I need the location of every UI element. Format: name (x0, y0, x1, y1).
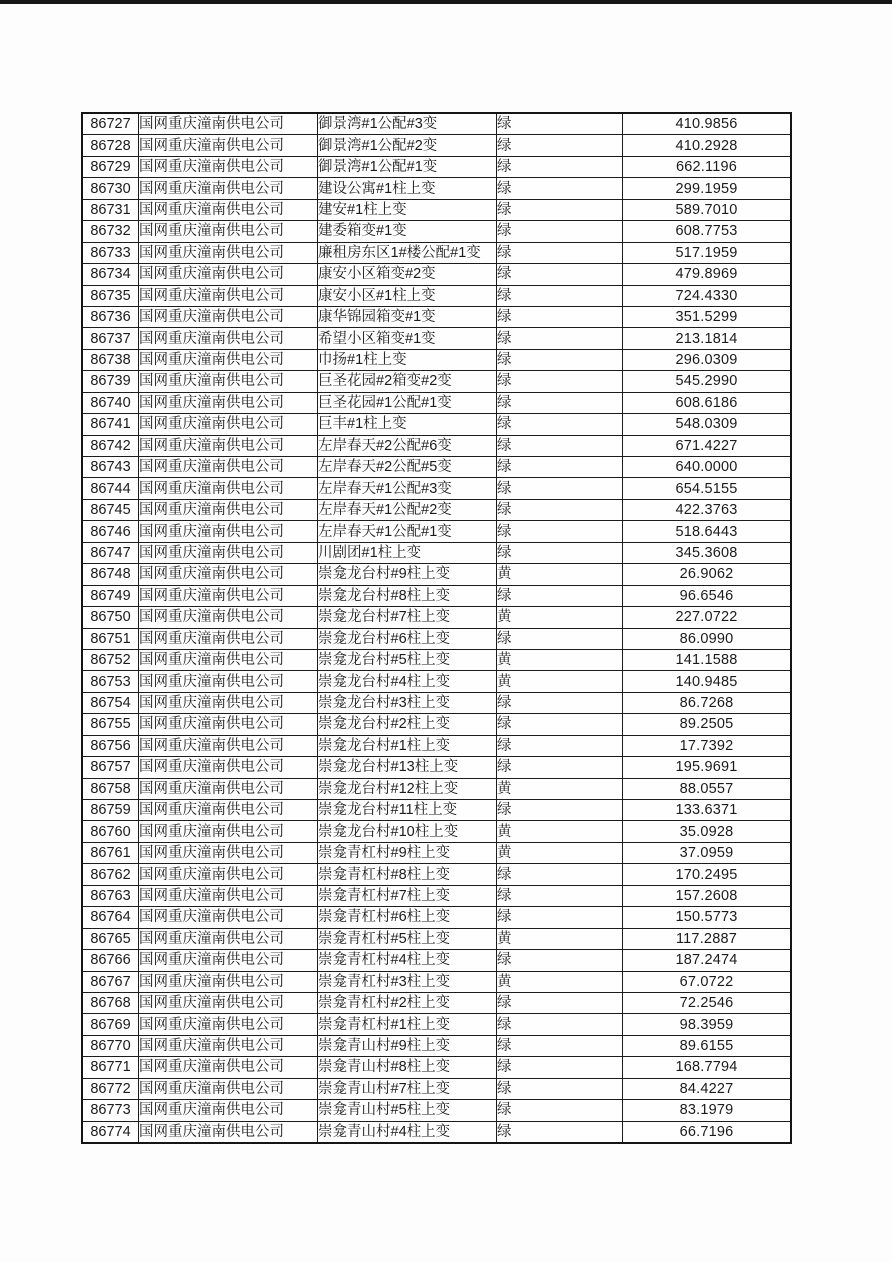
cell-status: 黄 (497, 971, 623, 992)
table-row (82, 714, 791, 735)
table-row (82, 671, 791, 692)
cell-value: 479.8969 (623, 264, 792, 285)
cell-company: 国网重庆潼南供电公司 (139, 264, 318, 285)
cell-status: 绿 (497, 156, 623, 177)
cell-id: 86770 (82, 1035, 139, 1056)
cell-station: 崇龛龙台村#7柱上变 (318, 607, 497, 628)
cell-id: 86747 (82, 542, 139, 563)
cell-company: 国网重庆潼南供电公司 (139, 221, 318, 242)
cell-status: 黄 (497, 649, 623, 670)
cell-id: 86733 (82, 242, 139, 263)
cell-station: 康华锦园箱变#1变 (318, 306, 497, 327)
cell-status: 绿 (497, 178, 623, 199)
table-row (82, 478, 791, 499)
cell-id: 86756 (82, 735, 139, 756)
cell-company: 国网重庆潼南供电公司 (139, 499, 318, 520)
cell-id: 86741 (82, 414, 139, 435)
cell-company: 国网重庆潼南供电公司 (139, 607, 318, 628)
cell-company: 国网重庆潼南供电公司 (139, 907, 318, 928)
table-row (82, 778, 791, 799)
table-row (82, 521, 791, 542)
cell-value: 26.9062 (623, 564, 792, 585)
cell-company: 国网重庆潼南供电公司 (139, 457, 318, 478)
table-row (82, 371, 791, 392)
cell-company: 国网重庆潼南供电公司 (139, 521, 318, 542)
cell-station: 御景湾#1公配#1变 (318, 156, 497, 177)
cell-station: 崇龛青杠村#4柱上变 (318, 950, 497, 971)
cell-status: 绿 (497, 414, 623, 435)
cell-id: 86743 (82, 457, 139, 478)
cell-status: 绿 (497, 328, 623, 349)
cell-company: 国网重庆潼南供电公司 (139, 564, 318, 585)
cell-value: 296.0309 (623, 349, 792, 370)
cell-station: 崇龛青山村#5柱上变 (318, 1100, 497, 1121)
cell-status: 黄 (497, 778, 623, 799)
cell-company: 国网重庆潼南供电公司 (139, 328, 318, 349)
cell-value: 548.0309 (623, 414, 792, 435)
table-row (82, 800, 791, 821)
cell-company: 国网重庆潼南供电公司 (139, 1014, 318, 1035)
table-row (82, 1014, 791, 1035)
cell-station: 建委箱变#1变 (318, 221, 497, 242)
cell-station: 崇龛青杠村#2柱上变 (318, 992, 497, 1013)
cell-id: 86731 (82, 199, 139, 220)
cell-company: 国网重庆潼南供电公司 (139, 242, 318, 263)
cell-station: 巨圣花园#2箱变#2变 (318, 371, 497, 392)
cell-id: 86757 (82, 757, 139, 778)
cell-status: 绿 (497, 1078, 623, 1099)
table-row (82, 1057, 791, 1078)
cell-station: 御景湾#1公配#2变 (318, 135, 497, 156)
cell-value: 608.7753 (623, 221, 792, 242)
cell-station: 巾扬#1柱上变 (318, 349, 497, 370)
cell-station: 崇龛龙台村#9柱上变 (318, 564, 497, 585)
cell-value: 345.3608 (623, 542, 792, 563)
cell-company: 国网重庆潼南供电公司 (139, 1078, 318, 1099)
cell-id: 86769 (82, 1014, 139, 1035)
cell-value: 351.5299 (623, 306, 792, 327)
cell-station: 崇龛青山村#7柱上变 (318, 1078, 497, 1099)
cell-id: 86761 (82, 842, 139, 863)
cell-id: 86774 (82, 1121, 139, 1143)
cell-company: 国网重庆潼南供电公司 (139, 1057, 318, 1078)
cell-company: 国网重庆潼南供电公司 (139, 392, 318, 413)
cell-station: 崇龛青杠村#8柱上变 (318, 864, 497, 885)
cell-company: 国网重庆潼南供电公司 (139, 1100, 318, 1121)
table-row (82, 349, 791, 370)
cell-station: 崇龛青杠村#3柱上变 (318, 971, 497, 992)
table-row (82, 178, 791, 199)
cell-id: 86730 (82, 178, 139, 199)
cell-company: 国网重庆潼南供电公司 (139, 757, 318, 778)
cell-value: 545.2990 (623, 371, 792, 392)
cell-id: 86727 (82, 113, 139, 135)
cell-status: 绿 (497, 800, 623, 821)
cell-company: 国网重庆潼南供电公司 (139, 800, 318, 821)
table-row (82, 1100, 791, 1121)
cell-status: 绿 (497, 692, 623, 713)
table-row (82, 306, 791, 327)
cell-station: 崇龛龙台村#8柱上变 (318, 585, 497, 606)
cell-value: 170.2495 (623, 864, 792, 885)
cell-id: 86755 (82, 714, 139, 735)
cell-id: 86729 (82, 156, 139, 177)
cell-value: 518.6443 (623, 521, 792, 542)
cell-company: 国网重庆潼南供电公司 (139, 735, 318, 756)
cell-company: 国网重庆潼南供电公司 (139, 692, 318, 713)
table-row (82, 156, 791, 177)
cell-status: 绿 (497, 285, 623, 306)
cell-id: 86773 (82, 1100, 139, 1121)
cell-status: 绿 (497, 435, 623, 456)
cell-value: 89.2505 (623, 714, 792, 735)
cell-station: 崇龛青山村#8柱上变 (318, 1057, 497, 1078)
cell-company: 国网重庆潼南供电公司 (139, 864, 318, 885)
cell-company: 国网重庆潼南供电公司 (139, 349, 318, 370)
table-row (82, 242, 791, 263)
cell-id: 86758 (82, 778, 139, 799)
cell-status: 黄 (497, 821, 623, 842)
cell-id: 86762 (82, 864, 139, 885)
cell-station: 崇龛龙台村#12柱上变 (318, 778, 497, 799)
table-row (82, 735, 791, 756)
table-row (82, 113, 791, 135)
cell-status: 绿 (497, 585, 623, 606)
cell-station: 廉租房东区1#楼公配#1变 (318, 242, 497, 263)
cell-station: 巨圣花园#1公配#1变 (318, 392, 497, 413)
cell-status: 绿 (497, 392, 623, 413)
cell-station: 崇龛青山村#4柱上变 (318, 1121, 497, 1143)
cell-status: 绿 (497, 499, 623, 520)
cell-id: 86738 (82, 349, 139, 370)
cell-station: 崇龛龙台村#5柱上变 (318, 649, 497, 670)
cell-status: 绿 (497, 864, 623, 885)
table-row (82, 328, 791, 349)
cell-id: 86760 (82, 821, 139, 842)
cell-company: 国网重庆潼南供电公司 (139, 671, 318, 692)
table-row (82, 928, 791, 949)
cell-value: 67.0722 (623, 971, 792, 992)
cell-value: 96.6546 (623, 585, 792, 606)
cell-id: 86752 (82, 649, 139, 670)
cell-company: 国网重庆潼南供电公司 (139, 178, 318, 199)
cell-company: 国网重庆潼南供电公司 (139, 649, 318, 670)
cell-station: 御景湾#1公配#3变 (318, 113, 497, 135)
cell-status: 黄 (497, 607, 623, 628)
cell-company: 国网重庆潼南供电公司 (139, 414, 318, 435)
cell-station: 崇龛龙台村#13柱上变 (318, 757, 497, 778)
cell-station: 希望小区箱变#1变 (318, 328, 497, 349)
cell-status: 绿 (497, 714, 623, 735)
cell-station: 康安小区#1柱上变 (318, 285, 497, 306)
cell-station: 康安小区箱变#2变 (318, 264, 497, 285)
table-row (82, 1078, 791, 1099)
table-row (82, 499, 791, 520)
table-row (82, 628, 791, 649)
table-row (82, 392, 791, 413)
table-row (82, 992, 791, 1013)
cell-company: 国网重庆潼南供电公司 (139, 778, 318, 799)
cell-station: 崇龛青杠村#7柱上变 (318, 885, 497, 906)
cell-company: 国网重庆潼南供电公司 (139, 1035, 318, 1056)
cell-value: 589.7010 (623, 199, 792, 220)
cell-value: 86.7268 (623, 692, 792, 713)
cell-id: 86750 (82, 607, 139, 628)
cell-id: 86768 (82, 992, 139, 1013)
cell-id: 86749 (82, 585, 139, 606)
cell-id: 86744 (82, 478, 139, 499)
cell-status: 绿 (497, 264, 623, 285)
cell-station: 左岸春天#1公配#2变 (318, 499, 497, 520)
cell-id: 86740 (82, 392, 139, 413)
cell-station: 崇龛青山村#9柱上变 (318, 1035, 497, 1056)
cell-value: 150.5773 (623, 907, 792, 928)
cell-value: 517.1959 (623, 242, 792, 263)
cell-status: 绿 (497, 757, 623, 778)
cell-id: 86771 (82, 1057, 139, 1078)
cell-company: 国网重庆潼南供电公司 (139, 992, 318, 1013)
cell-id: 86728 (82, 135, 139, 156)
cell-value: 86.0990 (623, 628, 792, 649)
cell-status: 绿 (497, 992, 623, 1013)
cell-value: 37.0959 (623, 842, 792, 863)
table-row (82, 649, 791, 670)
table-row (82, 971, 791, 992)
cell-status: 绿 (497, 735, 623, 756)
cell-status: 绿 (497, 135, 623, 156)
cell-status: 绿 (497, 1121, 623, 1143)
cell-station: 左岸春天#1公配#1变 (318, 521, 497, 542)
table-row (82, 564, 791, 585)
cell-id: 86765 (82, 928, 139, 949)
table-row (82, 285, 791, 306)
table-row (82, 607, 791, 628)
cell-company: 国网重庆潼南供电公司 (139, 199, 318, 220)
cell-station: 崇龛青杠村#5柱上变 (318, 928, 497, 949)
table-row (82, 414, 791, 435)
table-row (82, 692, 791, 713)
cell-company: 国网重庆潼南供电公司 (139, 950, 318, 971)
cell-company: 国网重庆潼南供电公司 (139, 135, 318, 156)
cell-company: 国网重庆潼南供电公司 (139, 435, 318, 456)
table-row (82, 199, 791, 220)
cell-company: 国网重庆潼南供电公司 (139, 542, 318, 563)
cell-station: 崇龛青杠村#6柱上变 (318, 907, 497, 928)
cell-company: 国网重庆潼南供电公司 (139, 714, 318, 735)
cell-id: 86766 (82, 950, 139, 971)
cell-station: 巨丰#1柱上变 (318, 414, 497, 435)
cell-station: 左岸春天#1公配#3变 (318, 478, 497, 499)
cell-company: 国网重庆潼南供电公司 (139, 371, 318, 392)
cell-value: 66.7196 (623, 1121, 792, 1143)
cell-id: 86748 (82, 564, 139, 585)
cell-value: 117.2887 (623, 928, 792, 949)
cell-company: 国网重庆潼南供电公司 (139, 928, 318, 949)
cell-value: 671.4227 (623, 435, 792, 456)
cell-station: 崇龛龙台村#10柱上变 (318, 821, 497, 842)
cell-id: 86739 (82, 371, 139, 392)
cell-company: 国网重庆潼南供电公司 (139, 821, 318, 842)
cell-status: 绿 (497, 457, 623, 478)
cell-id: 86734 (82, 264, 139, 285)
cell-value: 72.2546 (623, 992, 792, 1013)
cell-status: 绿 (497, 1035, 623, 1056)
cell-company: 国网重庆潼南供电公司 (139, 842, 318, 863)
document-page (0, 4, 892, 1262)
table-row (82, 885, 791, 906)
cell-value: 410.2928 (623, 135, 792, 156)
cell-company: 国网重庆潼南供电公司 (139, 628, 318, 649)
cell-id: 86746 (82, 521, 139, 542)
cell-status: 绿 (497, 628, 623, 649)
cell-station: 川剧团#1柱上变 (318, 542, 497, 563)
cell-company: 国网重庆潼南供电公司 (139, 306, 318, 327)
cell-value: 724.4330 (623, 285, 792, 306)
cell-station: 左岸春天#2公配#5变 (318, 457, 497, 478)
cell-value: 227.0722 (623, 607, 792, 628)
cell-station: 崇龛龙台村#3柱上变 (318, 692, 497, 713)
cell-value: 83.1979 (623, 1100, 792, 1121)
cell-value: 168.7794 (623, 1057, 792, 1078)
cell-value: 662.1196 (623, 156, 792, 177)
cell-id: 86759 (82, 800, 139, 821)
cell-status: 绿 (497, 221, 623, 242)
table-row (82, 950, 791, 971)
cell-status: 绿 (497, 521, 623, 542)
cell-value: 35.0928 (623, 821, 792, 842)
cell-station: 左岸春天#2公配#6变 (318, 435, 497, 456)
cell-value: 88.0557 (623, 778, 792, 799)
cell-value: 195.9691 (623, 757, 792, 778)
cell-station: 崇龛青杠村#9柱上变 (318, 842, 497, 863)
cell-company: 国网重庆潼南供电公司 (139, 1121, 318, 1143)
cell-company: 国网重庆潼南供电公司 (139, 478, 318, 499)
cell-status: 黄 (497, 842, 623, 863)
table-row (82, 757, 791, 778)
cell-station: 崇龛青杠村#1柱上变 (318, 1014, 497, 1035)
cell-status: 绿 (497, 1057, 623, 1078)
transformer-load-table (81, 112, 792, 1144)
cell-id: 86764 (82, 907, 139, 928)
cell-value: 141.1588 (623, 649, 792, 670)
table-body (82, 113, 791, 1143)
table-row (82, 821, 791, 842)
cell-status: 绿 (497, 950, 623, 971)
table-row (82, 1121, 791, 1143)
cell-id: 86742 (82, 435, 139, 456)
cell-status: 绿 (497, 199, 623, 220)
cell-id: 86754 (82, 692, 139, 713)
table-row (82, 842, 791, 863)
table-row (82, 264, 791, 285)
cell-value: 654.5155 (623, 478, 792, 499)
cell-station: 崇龛龙台村#1柱上变 (318, 735, 497, 756)
cell-company: 国网重庆潼南供电公司 (139, 885, 318, 906)
cell-value: 157.2608 (623, 885, 792, 906)
cell-status: 黄 (497, 671, 623, 692)
cell-company: 国网重庆潼南供电公司 (139, 971, 318, 992)
cell-status: 绿 (497, 542, 623, 563)
table-row (82, 435, 791, 456)
cell-company: 国网重庆潼南供电公司 (139, 156, 318, 177)
cell-value: 89.6155 (623, 1035, 792, 1056)
cell-value: 140.9485 (623, 671, 792, 692)
cell-status: 绿 (497, 885, 623, 906)
cell-station: 崇龛龙台村#2柱上变 (318, 714, 497, 735)
cell-value: 422.3763 (623, 499, 792, 520)
cell-value: 410.9856 (623, 113, 792, 135)
cell-station: 崇龛龙台村#11柱上变 (318, 800, 497, 821)
cell-station: 崇龛龙台村#6柱上变 (318, 628, 497, 649)
cell-value: 187.2474 (623, 950, 792, 971)
cell-value: 98.3959 (623, 1014, 792, 1035)
cell-status: 绿 (497, 349, 623, 370)
cell-id: 86763 (82, 885, 139, 906)
cell-id: 86737 (82, 328, 139, 349)
cell-value: 299.1959 (623, 178, 792, 199)
cell-id: 86745 (82, 499, 139, 520)
cell-status: 绿 (497, 907, 623, 928)
cell-company: 国网重庆潼南供电公司 (139, 285, 318, 306)
cell-status: 绿 (497, 478, 623, 499)
cell-id: 86767 (82, 971, 139, 992)
cell-station: 建安#1柱上变 (318, 199, 497, 220)
cell-id: 86753 (82, 671, 139, 692)
cell-value: 17.7392 (623, 735, 792, 756)
cell-status: 绿 (497, 1100, 623, 1121)
table-row (82, 907, 791, 928)
cell-status: 黄 (497, 564, 623, 585)
cell-company: 国网重庆潼南供电公司 (139, 113, 318, 135)
cell-id: 86751 (82, 628, 139, 649)
cell-station: 建设公寓#1柱上变 (318, 178, 497, 199)
cell-status: 绿 (497, 371, 623, 392)
table-row (82, 542, 791, 563)
cell-status: 绿 (497, 242, 623, 263)
cell-status: 黄 (497, 928, 623, 949)
cell-status: 绿 (497, 306, 623, 327)
table-row (82, 1035, 791, 1056)
cell-station: 崇龛龙台村#4柱上变 (318, 671, 497, 692)
cell-id: 86735 (82, 285, 139, 306)
cell-id: 86772 (82, 1078, 139, 1099)
table-row (82, 135, 791, 156)
cell-company: 国网重庆潼南供电公司 (139, 585, 318, 606)
table-row (82, 457, 791, 478)
cell-id: 86732 (82, 221, 139, 242)
cell-value: 133.6371 (623, 800, 792, 821)
cell-value: 84.4227 (623, 1078, 792, 1099)
cell-value: 640.0000 (623, 457, 792, 478)
table-row (82, 864, 791, 885)
table-row (82, 585, 791, 606)
cell-id: 86736 (82, 306, 139, 327)
table-row (82, 221, 791, 242)
cell-status: 绿 (497, 113, 623, 135)
cell-status: 绿 (497, 1014, 623, 1035)
cell-value: 213.1814 (623, 328, 792, 349)
cell-value: 608.6186 (623, 392, 792, 413)
